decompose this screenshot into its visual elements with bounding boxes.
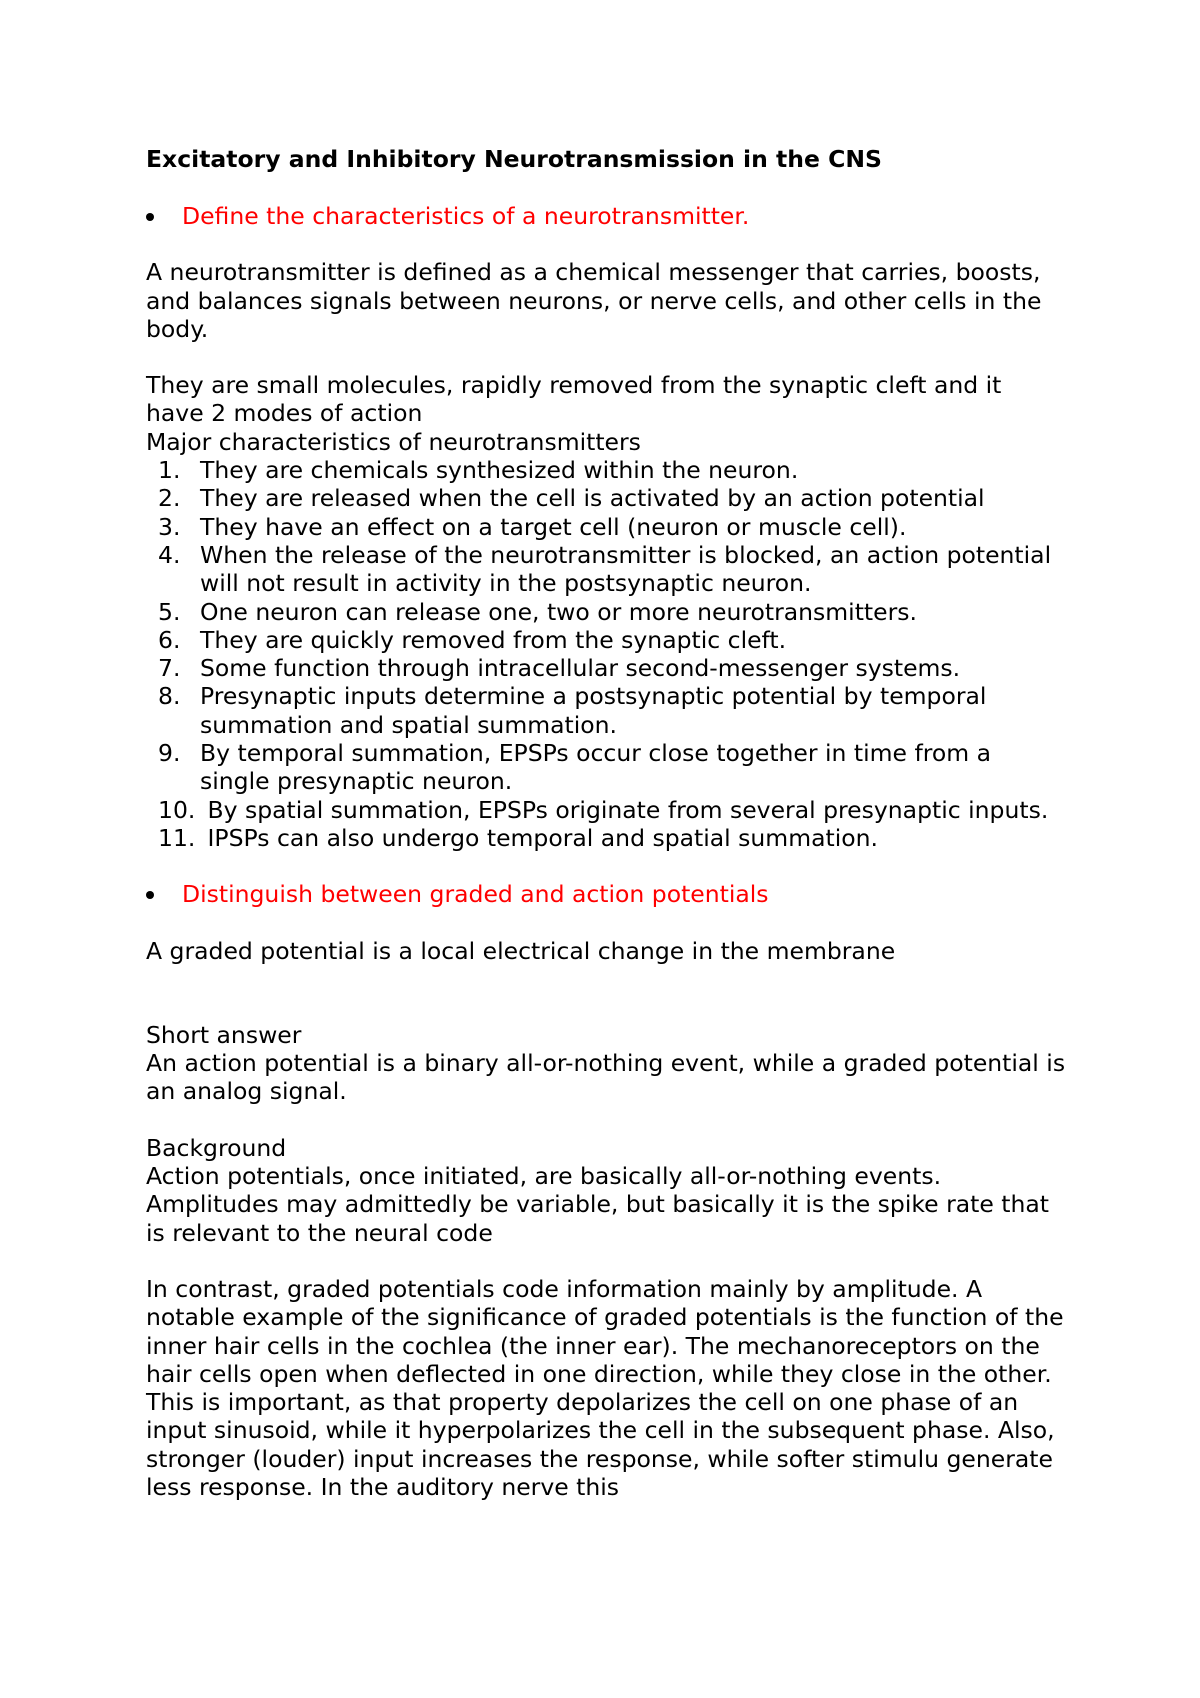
- list-item: [146, 598, 1066, 626]
- list-item: [146, 796, 1066, 824]
- list-item: [146, 654, 1066, 682]
- list-item-number: [146, 739, 200, 767]
- list-item-number: [146, 513, 200, 541]
- list-item: [146, 541, 1066, 598]
- list-item-number: [146, 654, 200, 682]
- contrast-paragraph: In contrast, graded potentials code information mainly by amplitude. A notable example of the significance of graded potentials is the function of the inner hair cells in the cochlea (the inner ear). The mechanoreceptors on the hair cells open when deflected in one direction, while they close in the other. This is important, as that property depolarizes the cell on one phase of an input sinusoid, while it hyperpolarizes the cell in the subsequent phase. Also, stronger (louder) input increases the response, while softer stimulu generate less response. In the auditory nerve this: [146, 1274, 1064, 1501]
- list-item-text: When the release of the neurotransmitter is blocked, an action potential will not result in activity in the postsynaptic neuron.: [200, 540, 1059, 598]
- list-item-number: [146, 824, 200, 852]
- list-item-number-text: 11.: [158, 823, 196, 852]
- list-item-number-text: 10.: [158, 795, 196, 824]
- list-item: [146, 626, 1066, 654]
- list-item-text: Some function through intracellular second-messenger systems.: [200, 654, 961, 683]
- background-label: Background: [146, 1133, 287, 1162]
- list-item-number: [146, 598, 200, 626]
- list-item-number: [146, 456, 200, 484]
- list-item-number: [146, 796, 200, 824]
- list-item-text: They are quickly removed from the synaptic cleft.: [200, 625, 787, 654]
- list-item-number-text: 2.: [158, 484, 181, 513]
- list-item-number-text: 6.: [158, 625, 181, 654]
- list-item-number: [146, 626, 200, 654]
- short-answer-label: Short answer: [146, 1020, 302, 1049]
- list-item-text: One neuron can release one, two or more neurotransmitters.: [200, 597, 917, 626]
- list-intro: Major characteristics of neurotransmitters: [146, 427, 641, 456]
- bullet-heading-characteristics: [146, 202, 1066, 230]
- paragraph-small-molecules: They are small molecules, rapidly removed from the synaptic cleft and it have 2 modes of action: [146, 371, 1002, 428]
- characteristics-list: [146, 456, 1066, 852]
- list-item-text: They are chemicals synthesized within the neuron.: [200, 456, 799, 485]
- list-item: [146, 682, 1066, 739]
- list-item-number-text: 3.: [158, 512, 181, 541]
- list-item-number-text: 5.: [158, 597, 181, 626]
- paragraph-definition: A neurotransmitter is defined as a chemical messenger that carries, boosts, and balances signals between neurons, or nerve cells, and other cells in the body.: [146, 258, 1042, 343]
- list-item-text: Presynaptic inputs determine a postsynaptic potential by temporal summation and spatial summation.: [200, 682, 994, 739]
- list-item-text: By temporal summation, EPSPs occur close together in time from a single presynaptic neuron.: [200, 739, 999, 796]
- background-text: Action potentials, once initiated, are basically all-or-nothing events. Amplitudes may admittedly be variable, but basically it is the spike rate that is relevant to the neural code: [146, 1162, 1049, 1247]
- list-item-text: IPSPs can also undergo temporal and spatial summation.: [200, 823, 878, 852]
- bullet-dot-icon: [146, 880, 182, 908]
- list-item-number-text: 9.: [158, 739, 181, 768]
- list-item-number-text: 8.: [158, 682, 181, 711]
- paragraph-graded-potential: A graded potential is a local electrical change in the membrane: [146, 936, 896, 965]
- bullet-dot-icon: [146, 202, 182, 230]
- list-item-number-text: 7.: [158, 654, 181, 683]
- short-answer-text: An action potential is a binary all-or-nothing event, while a graded potential is an analog signal.: [146, 1049, 1066, 1106]
- list-item-number-text: 1.: [158, 456, 181, 485]
- list-item: [146, 513, 1066, 541]
- list-item-number: [146, 484, 200, 512]
- document-title: Excitatory and Inhibitory Neurotransmission in the CNS: [146, 145, 882, 173]
- document-page: [146, 144, 1066, 1501]
- bullet-heading-potentials: [146, 880, 1066, 908]
- heading-characteristics: Define the characteristics of a neurotransmitter.: [182, 202, 750, 230]
- list-item-text: They have an effect on a target cell (neuron or muscle cell).: [200, 512, 907, 541]
- list-item-number: [146, 541, 200, 569]
- list-item: [146, 484, 1066, 512]
- list-item-text: They are released when the cell is activated by an action potential: [200, 484, 985, 513]
- list-item: [146, 824, 1066, 852]
- list-item: [146, 456, 1066, 484]
- list-item-number-text: 4.: [158, 540, 181, 569]
- list-item: [146, 739, 1066, 796]
- heading-potentials: Distinguish between graded and action potentials: [182, 880, 769, 909]
- list-item-text: By spatial summation, EPSPs originate from several presynaptic inputs.: [200, 795, 1049, 824]
- list-item-number: [146, 682, 200, 710]
